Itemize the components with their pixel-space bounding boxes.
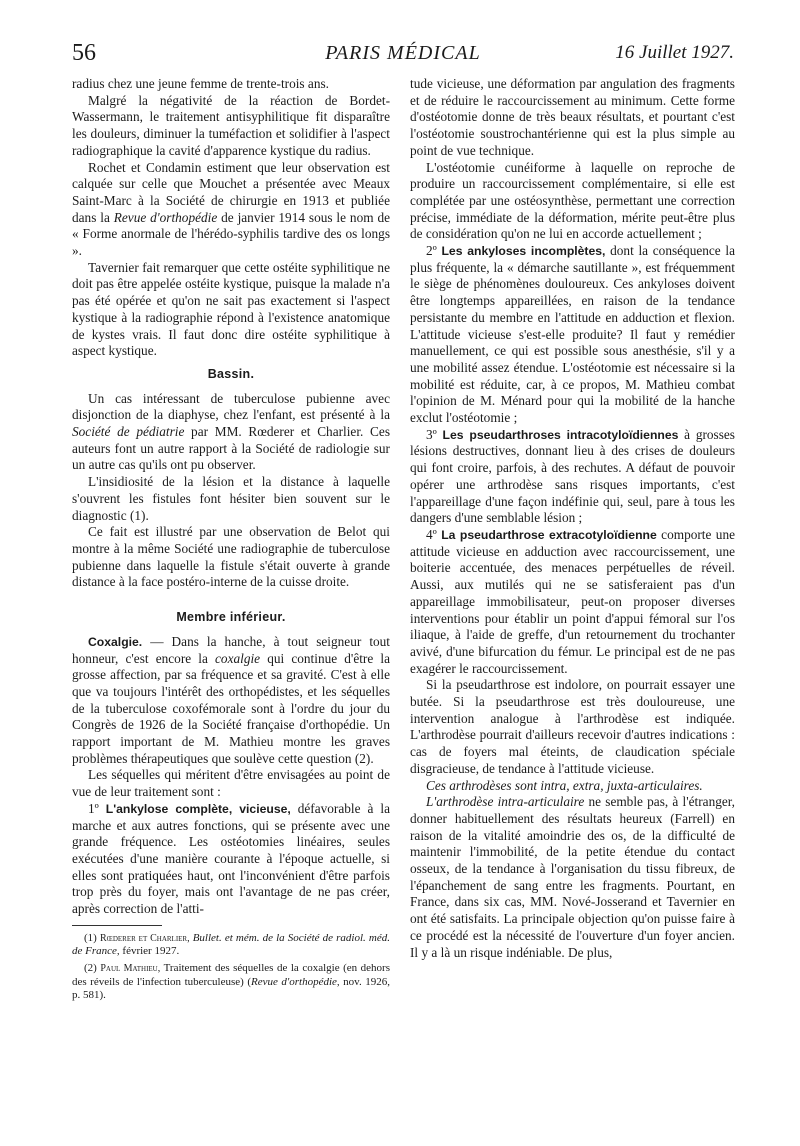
- paragraph: Tavernier fait remarquer que cette ostéite syphilitique ne doit pas être appelée ostéite kystique, puisque la malade n'a pas été opérée et qu'on ne sait pas exactement si l'aspect kystique à la radiographie répond à l'existence anatomique de kystes vrais. Il faut donc dire ostéite syphilitique à aspect kystique.: [72, 259, 390, 359]
- paragraph: radius chez une jeune femme de trente-trois ans.: [72, 76, 329, 91]
- right-column: [410, 76, 735, 961]
- paragraph: tude vicieuse, une déformation par angulation des fragments et de réduire le raccourcissement au minimum. Cette forme d'ostéotomie donne de très beaux résultats, et pourtant c'est l'ostéotomie soustrochantérienne qui est la plus simple au point de vue technique.: [410, 76, 735, 158]
- list-item: 1º L'ankylose complète, vicieuse, défavorable à la marche et aux autres fonctions, qui se présente avec une grande fréquence. Les ostéotomies linéaires, seules exécutées d'une manière courante à l'époque actuelle, si elles sont pratiquées haut, ont l'inconvénient d'être parfois trop près du foyer, mais ont l'avantage de ne pas créer, après correction de l'atti-: [72, 800, 390, 917]
- paragraph: Ces arthrodèses sont intra, extra, juxta-articulaires.: [426, 777, 703, 793]
- footnote-2: (2) Paul Mathieu, Traitement des séquelles de la coxalgie (en dehors des réveils de l'infection tuberculeuse) (Revue d'orthopédie, nov. 1926, p. 581).: [72, 961, 391, 1002]
- paragraph: Les séquelles qui méritent d'être envisagées au point de vue de leur traitement sont :: [72, 767, 390, 800]
- section-heading-bassin: Bassin.: [207, 366, 255, 381]
- paragraph: L'ostéotomie cunéiforme à laquelle on reproche de produire un raccourcissement complémentaire, si elle est complétée par une ostéosynthèse, permettant une correction précise, immédiate de la déformation, mérite peut-être plus de considération qu'on ne lui en accorde actuellement ;: [410, 159, 735, 242]
- page-number: 56: [72, 40, 96, 66]
- footnote-rule: [72, 925, 162, 926]
- paragraph: Coxalgie. — Dans la hanche, à tout seigneur tout honneur, c'est encore la coxalgie qui continue d'être la grosse affection, par sa fréquence et sa gravité. C'est à elle que va toujours l'intérêt des orthopédistes, et les séquelles de la tuberculose coxofémorale sont à l'ordre du jour du Congrès de 1926 de la Société française d'orthopédie. Un rapport important de M. Mathieu montre les graves problèmes thérapeutiques que soulève cette question (2).: [72, 633, 390, 766]
- paragraph: L'insidiosité de la lésion et la distance à laquelle s'ouvrent les fistules font hésiter bien souvent sur le diagnostic (1).: [72, 474, 390, 523]
- paragraph: Ce fait est illustré par une observation de Belot qui montre à la même Société une radiographie de tuberculose pubienne dans laquelle la fistule s'était ouverte à grande distance à la face postéro-interne de la cuisse droite.: [72, 524, 390, 590]
- section-heading-membre-inferieur: Membre inférieur.: [176, 610, 286, 625]
- list-item: 2º Les ankyloses incomplètes, dont la conséquence la plus fréquente, la « démarche sautillante », est fréquemment le siège de phénomènes douloureux. Ces ankyloses doivent être longtemps appareillées, en raison de la tendance persistante du membre en l'attitude en adduction et flexion. L'attitude vicieuse s'est-elle produite? Il faut y remédier manuellement, ce qui est possible sous anesthésie, s'il y a une mobilité assez étendue. L'ostéotomie est nécessaire si la mobilité est réduite, car, à ce propos, M. Mathieu combat l'opinion de M. Ménard pour qui la mobilité de la hanche exclut l'ostéotomie ;: [410, 243, 735, 426]
- left-column: [72, 76, 390, 1006]
- footnote-1: (1) Rœderer et Charlier, Bullet. et mém. de la Société de radiol. méd. de France, février 1927.: [72, 931, 390, 958]
- running-header: [72, 40, 734, 76]
- paragraph: L'arthrodèse intra-articulaire ne semble pas, à l'étranger, donner habituellement des résultats heureux (Farrell) en raison de la vitalité amoindrie des os, de la difficulté de maintenir l'immobilité, de la petite étendue du contact osseux, de la tendance à l'organisation du tissu fibreux, de l'épanchement de sang entre les fragments. Pourtant, en France, dans six cas, MM. Nové-Josserand et Tavernier en ont été satisfaits. La principale objection qu'on puisse faire à ce procédé est la nécessité de l'ouverture d'un foyer ancien. Il y a là un risque indéniable. De plus,: [410, 794, 735, 960]
- journal-reference: Revue d'orthopédie: [113, 209, 218, 225]
- paragraph: Rochet et Condamin estiment que leur observation est calquée sur celle que Mouchet a présentée avec Meaux Saint-Marc à la Société de chirurgie en 1913 et publiée dans la Revue d'orthopédie de janvier 1914 sous le nom de « Forme anormale de l'hérédo-syphilis tardive des os longs ».: [72, 159, 391, 259]
- paragraph: Un cas intéressant de tuberculose pubienne avec disjonction de la diaphyse, chez l'enfant, est présenté à la Société de pédiatrie par MM. Rœderer et Charlier. Ces auteurs font un autre rapport à la Société de radiologie sur un autre cas qu'ils ont pu observer.: [72, 390, 390, 473]
- list-item: 4º La pseudarthrose extracotyloïdienne comporte une attitude vicieuse en adduction avec raccourcissement, une boiterie accentuée, des menaces perpétuelles de réveil. Aussi, aux mutilés qui ne se satisferaient pas d'un appareillage immobilisateur, peut-on proposer diverses interventions pour établir un point d'appui fémoral sur l'os iliaque, à l'aide de greffe, d'un retournement du trochanter avivé, d'une bifurcation du fémur. Le principal est de ne pas exagérer le raccourcissement.: [410, 526, 736, 676]
- paragraph: Malgré la négativité de la réaction de Bordet-Wassermann, le traitement antisyphilitique fit disparaître les douleurs, diminuer la tuméfaction et solidifier à l'aspect radiographique la cavité d'apparence kystique du radius.: [72, 92, 390, 158]
- subsection-lead: Coxalgie.: [88, 634, 143, 649]
- issue-date: 16 Juillet 1927.: [615, 42, 734, 63]
- paragraph: Si la pseudarthrose est indolore, on pourrait essayer une butée. Si la pseudarthrose est très douloureuse, une intervention analogue à l'arthrodèse est indiquée. L'arthrodèse pourrait d'ailleurs recevoir d'autres indications : cas de foyers mal éteints, de claudication spéciale disgracieuse, de tendance à l'attitude vicieuse.: [410, 677, 735, 776]
- society-name: Société de pédiatrie: [72, 424, 185, 440]
- list-item: 3º Les pseudarthroses intracotyloïdiennes à grosses lésions destructives, donnant lieu à des crises de douleurs qui font croire, parfois, à des rechutes. A défaut de pouvoir opérer une arthrodèse sans risques importants, c'est l'appareillage d'une façon indéfinie qui, seul, pare à tous les dangers d'une semblable lésion ;: [410, 426, 735, 526]
- journal-title: PARIS MÉDICAL: [325, 42, 481, 64]
